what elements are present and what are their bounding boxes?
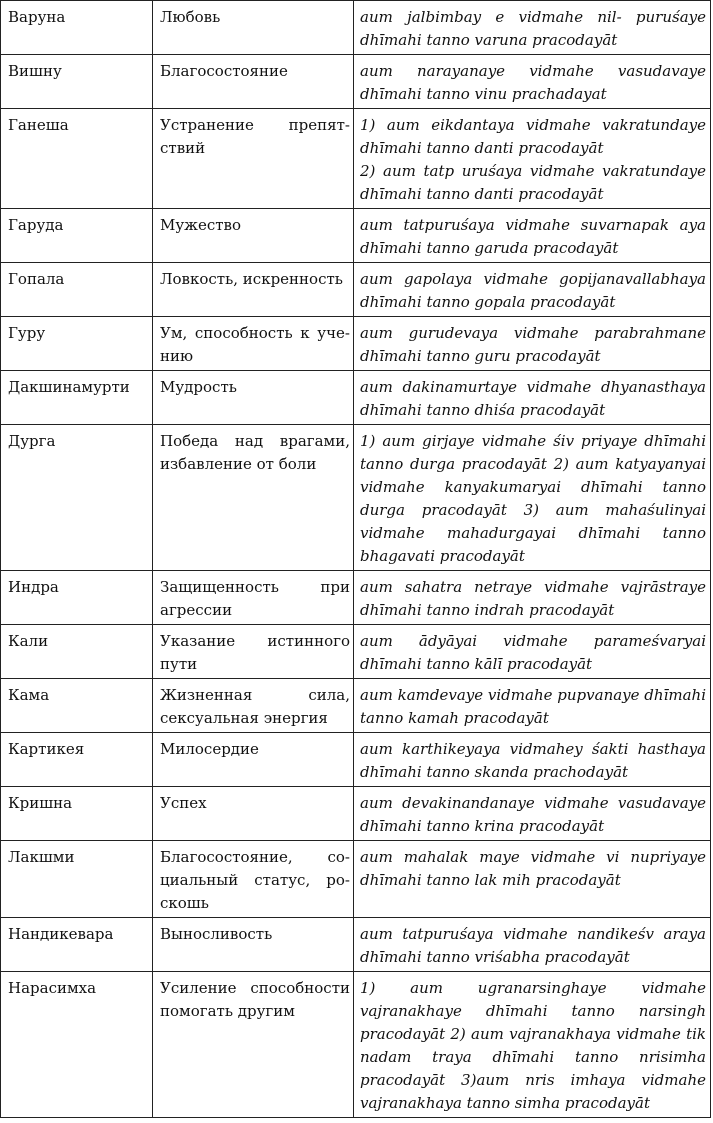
quality-text: Мудрость: [153, 371, 354, 425]
mantra-text: 1) aum eikdantaya vidmahe vakratundaye dhīmahi tanno danti pracodayāt: [360, 116, 706, 157]
quality-text: Выносливость: [153, 918, 354, 972]
table-row: [1, 209, 711, 263]
mantra-text: aum tatpuruśaya vidmahe suvarnapak aya dhīmahi tanno garuda pracodayāt: [360, 216, 706, 257]
mantra-cell: [354, 55, 711, 109]
table-row: [1, 1, 711, 55]
mantra-cell: [354, 972, 711, 1118]
mantra-text: aum jalbimbay e vidmahe nil- puruśaye dhīmahi tanno varuna pracodayāt: [360, 8, 706, 49]
mantra-cell: [354, 625, 711, 679]
mantra-text: aum dakinamurtaye vidmahe dhyanasthaya dhīmahi tanno dhiśa pracodayāt: [360, 378, 706, 419]
mantra-cell: [354, 209, 711, 263]
deity-name: Кали: [1, 625, 153, 679]
mantra-cell: [354, 371, 711, 425]
mantra-text: 1) aum ugranarsinghaye vidmahe vajranakhaye dhīmahi tanno narsingh pracodayāt 2) aum vajranakhaya vidmahe tik nadam traya dhīmahi tanno nrisimha pracodayāt 3)aum nris imhaya vidmahe vajranakhaya tanno simha pracodayāt: [360, 979, 706, 1112]
mantra-text: aum gurudevaya vidmahe parabrahmane dhīmahi tanno guru pracodayāt: [360, 324, 706, 365]
quality-text: Мужество: [153, 209, 354, 263]
mantra-cell: [354, 571, 711, 625]
deity-name: Нарасимха: [1, 972, 153, 1118]
mantra-cell: [354, 317, 711, 371]
deity-name: Кришна: [1, 787, 153, 841]
mantra-text: 2) aum tatp uruśaya vidmahe vakratundaye dhīmahi tanno danti pracodayāt: [360, 162, 706, 203]
table-row: [1, 841, 711, 918]
mantra-text: aum sahatra netraye vidmahe vajrāstraye dhīmahi tanno indrah pracodayāt: [360, 578, 706, 619]
mantra-text: aum mahalak maye vidmahe vi nupriyaye dhīmahi tanno lak mih pracodayāt: [360, 848, 706, 889]
table-row: [1, 371, 711, 425]
mantra-cell: [354, 787, 711, 841]
quality-text: Успех: [153, 787, 354, 841]
quality-text: Указание истинного пути: [153, 625, 354, 679]
deity-name: Дакшинамурти: [1, 371, 153, 425]
mantra-cell: [354, 733, 711, 787]
mantra-text: aum gapolaya vidmahe gopijanavallabhaya dhīmahi tanno gopala pracodayāt: [360, 270, 706, 311]
table-row: [1, 571, 711, 625]
deity-name: Гуру: [1, 317, 153, 371]
mantra-cell: [354, 841, 711, 918]
table-row: [1, 317, 711, 371]
quality-text: Любовь: [153, 1, 354, 55]
quality-text: Защищенность при агрессии: [153, 571, 354, 625]
deity-name: Дурга: [1, 425, 153, 571]
quality-text: Благосостояние: [153, 55, 354, 109]
quality-text: Ловкость, искренность: [153, 263, 354, 317]
deity-name: Нандикевара: [1, 918, 153, 972]
mantra-text: aum kamdevaye vidmahe pupvanaye dhīmahi tanno kamah pracodayāt: [360, 686, 706, 727]
deity-name: Варуна: [1, 1, 153, 55]
table-row: [1, 109, 711, 209]
mantra-text: 1) aum girjaye vidmahe śiv priyaye dhīmahi tanno durga pracodayāt 2) aum katyayanyai vidmahe kanyakumaryai dhīmahi tanno durga pracodayāt 3) aum mahaśulinyai vidmahe mahadurgayai dhīmahi tanno bhagavati pracodayāt: [360, 432, 706, 565]
table-row: [1, 263, 711, 317]
deity-name: Лакшми: [1, 841, 153, 918]
mantra-cell: [354, 425, 711, 571]
quality-text: Усиление способности помогать другим: [153, 972, 354, 1118]
mantra-cell: [354, 263, 711, 317]
mantra-text: aum ādyāyai vidmahe parameśvaryai dhīmahi tanno kālī pracodayāt: [360, 632, 706, 673]
deity-name: Гопала: [1, 263, 153, 317]
quality-text: Победа над врагами, избавление от боли: [153, 425, 354, 571]
deity-name: Гаруда: [1, 209, 153, 263]
table-row: [1, 625, 711, 679]
quality-text: Жизненная сила, сексуальная энергия: [153, 679, 354, 733]
deity-name: Кама: [1, 679, 153, 733]
table-row: [1, 787, 711, 841]
quality-text: Благосостояние, социальный статус, роскошь: [153, 841, 354, 918]
mantra-cell: [354, 109, 711, 209]
mantra-cell: [354, 1, 711, 55]
mantra-cell: [354, 918, 711, 972]
mantra-cell: [354, 679, 711, 733]
table-row: [1, 972, 711, 1118]
table-row: [1, 55, 711, 109]
table-row: [1, 733, 711, 787]
table-body: [1, 1, 711, 1118]
deity-name: Ганеша: [1, 109, 153, 209]
table-row: [1, 918, 711, 972]
quality-text: Устранение препятствий: [153, 109, 354, 209]
table-row: [1, 425, 711, 571]
quality-text: Ум, способность к учению: [153, 317, 354, 371]
mantra-text: aum devakinandanaye vidmahe vasudavaye dhīmahi tanno krina pracodayāt: [360, 794, 706, 835]
mantra-text: aum tatpuruśaya vidmahe nandikeśv araya dhīmahi tanno vriśabha pracodayāt: [360, 925, 706, 966]
deity-name: Картикея: [1, 733, 153, 787]
deity-name: Вишну: [1, 55, 153, 109]
quality-text: Милосердие: [153, 733, 354, 787]
table-row: [1, 679, 711, 733]
deity-name: Индра: [1, 571, 153, 625]
mantra-text: aum karthikeyaya vidmahey śakti hasthaya dhīmahi tanno skanda prachodayāt: [360, 740, 706, 781]
mantra-text: aum narayanaye vidmahe vasudavaye dhīmahi tanno vinu prachadayat: [360, 62, 706, 103]
